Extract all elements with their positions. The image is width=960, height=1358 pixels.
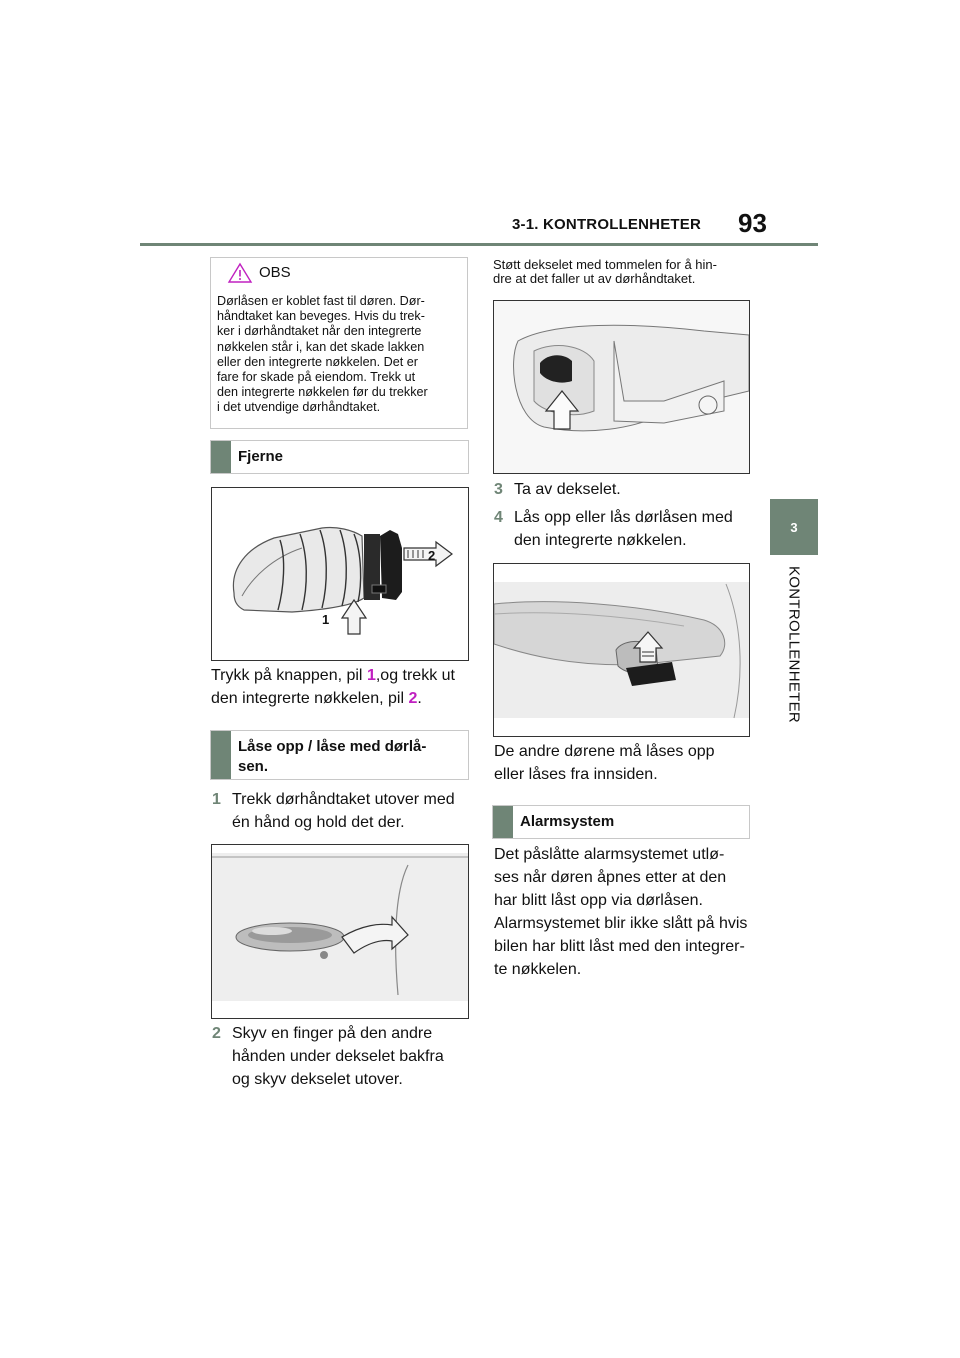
cover-illustration [493, 300, 750, 474]
notice-title: OBS [259, 264, 291, 281]
section-header-label: Låse opp / låse med dørlå- sen. [238, 738, 427, 775]
step-4: 4 Lås opp eller lås dørlåsen med den integrerte nøkkelen. [494, 509, 733, 549]
door-handle-illustration [211, 844, 469, 1019]
alarm-text-1: Det påslåtte alarmsystemet utlø- ses når døren åpnes etter at den har blitt låst opp via dørlåsen. [494, 846, 727, 909]
step-2: 2 Skyv en finger på den andre hånden under dekselet bakfra og skyv dekselet utover. [212, 1025, 444, 1088]
section-title: 3-1. KONTROLLENHETER [512, 216, 702, 233]
other-doors-text: De andre dørene må låses opp eller låses fra innsiden. [494, 743, 715, 783]
step-1: 1 Trekk dørhåndtaket utover med én hånd og hold det der. [212, 791, 455, 831]
lock-illustration [493, 563, 750, 737]
section-header-lock [210, 730, 469, 780]
page-number: 93 [738, 208, 767, 238]
key-illustration [211, 487, 469, 661]
arrow-label-2: 2 [428, 548, 436, 563]
alarm-text-2: Alarmsystemet blir ikke slått på hvis bilen har blitt låst med den integrer- te nøkkelen. [494, 915, 748, 978]
chapter-tab: 3 [770, 499, 818, 555]
arrow-label-1: 1 [322, 612, 330, 627]
remove-instructions: Trykk på knappen, pil 1,og trekk ut den integrerte nøkkelen, pil 2. [211, 667, 455, 707]
warning-icon [227, 262, 253, 284]
step-3: 3 Ta av dekselet. [494, 481, 621, 498]
notice-text: Dørlåsen er koblet fast til døren. Dør- håndtaket kan beveges. Hvis du trek- ker i dørhåndtaket når den integrerte nøkkelen står i, kan det skade lakken eller den integrerte nøkkelen. Det er fare for skade på eiendom. Trekk ut den integrerte nøkkelen før du trekker i det utvendige dørhåndtaket. [217, 294, 428, 415]
section-header-label: Alarmsystem [520, 813, 615, 830]
section-header-alarm [492, 805, 750, 839]
notice-box [210, 257, 468, 429]
header-divider [140, 243, 818, 246]
section-header-remove [210, 440, 469, 474]
chapter-label: KONTROLLENHETER [785, 566, 803, 724]
support-note: Støtt dekselet med tommelen for å hin- dre at det faller ut av dørhåndtaket. [493, 257, 717, 286]
section-header-label: Fjerne [238, 448, 284, 465]
